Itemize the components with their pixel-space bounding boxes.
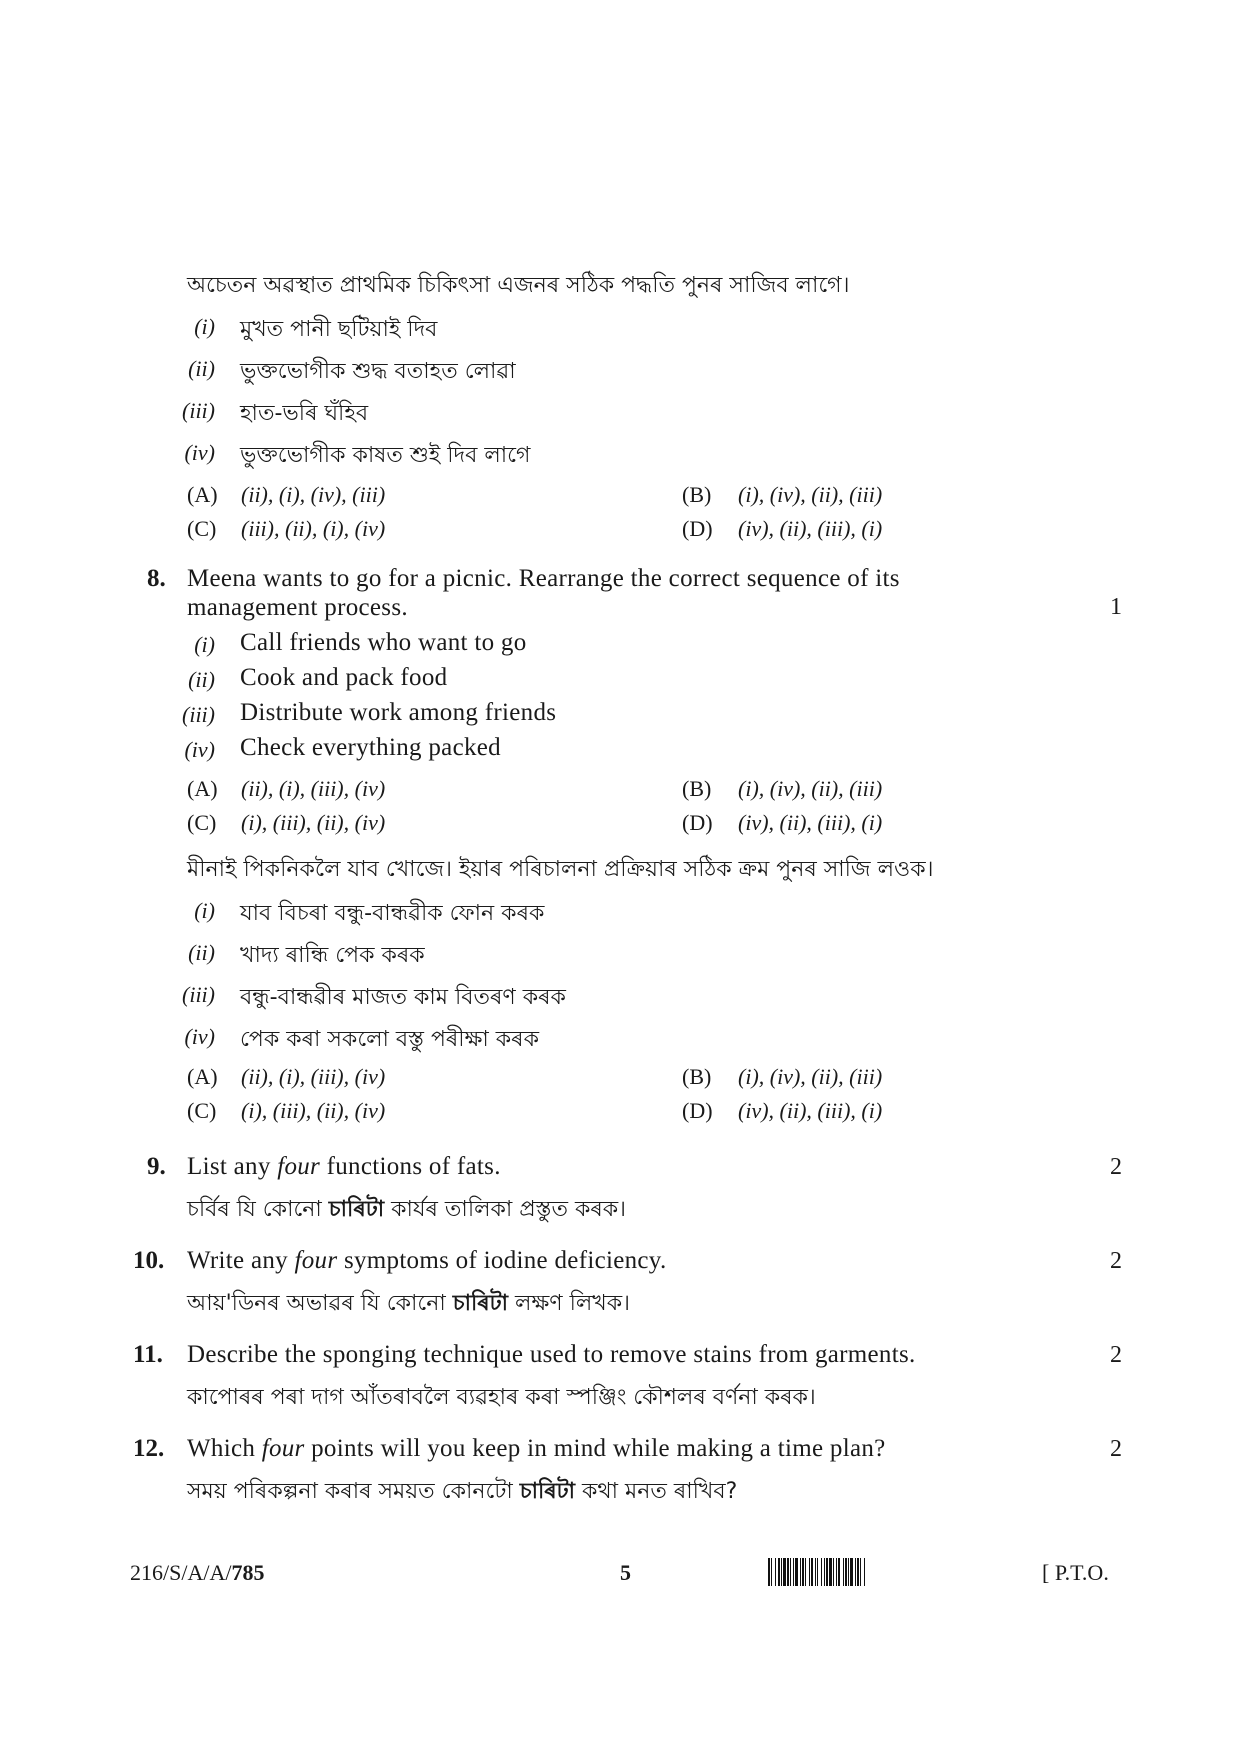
option-label-d: (D) [682, 1098, 713, 1123]
option-a-sequence: (ii), (i), (iv), (iii) [241, 482, 386, 507]
question-number-12: 12. [133, 1435, 165, 1462]
option-d-sequence: (iv), (ii), (iii), (i) [738, 1098, 883, 1123]
q9-marks: 2 [1110, 1154, 1122, 1180]
option-b-sequence: (i), (iv), (ii), (iii) [738, 776, 883, 801]
q11-marks: 2 [1110, 1342, 1122, 1368]
q8-assamese-item-text: যাব বিচৰা বন্ধু-বান্ধৱীক ফোন কৰক [240, 901, 545, 926]
option-label-a: (A) [187, 1064, 218, 1089]
q7-item-label: (i) [194, 314, 215, 339]
option-c-sequence: (iii), (ii), (i), (iv) [241, 516, 386, 541]
q7-item-text: হাত-ভৰি ঘঁহিব [240, 401, 369, 426]
q8-item-text: Cook and pack food [240, 664, 448, 691]
q8-assamese-item-label: (iv) [184, 1024, 215, 1049]
barcode [768, 1558, 867, 1586]
q7-item-label: (ii) [188, 356, 215, 381]
option-c-sequence: (i), (iii), (ii), (iv) [241, 1098, 386, 1123]
option-label-b: (B) [682, 776, 712, 801]
q8-assamese-item-label: (iii) [182, 982, 215, 1007]
q8-stem-line1: Meena wants to go for a picnic. Rearrange the correct sequence of its [187, 565, 900, 592]
q9-english-text: List any four functions of fats. [187, 1153, 501, 1180]
paper-code: 216/S/A/A/785 [130, 1560, 265, 1585]
q7-item-text: ভুক্তভোগীক শুদ্ধ বতাহত লোৱা [240, 359, 516, 384]
q8-item-label: (iii) [182, 702, 215, 727]
q7-item-text: ভুক্তভোগীক কাষত শুই দিব লাগে [240, 443, 531, 468]
q12-assamese-emphasis: চাৰিটা [519, 1479, 576, 1504]
q8-assamese-item-label: (ii) [188, 940, 215, 965]
q7-item-label: (iv) [184, 440, 215, 465]
q8-assamese-item-text: বন্ধু-বান্ধৱীৰ মাজত কাম বিতৰণ কৰক [240, 985, 566, 1010]
option-label-a: (A) [187, 776, 218, 801]
q7-assamese-stem: অচেতন অৱস্থাত প্ৰাথমিক চিকিৎসা এজনৰ সঠিক পদ্ধতি পুনৰ সাজিব লাগে। [187, 273, 850, 298]
option-label-c: (C) [187, 810, 217, 835]
option-label-d: (D) [682, 516, 713, 541]
pto-label: [ P.T.O. [1042, 1560, 1109, 1585]
q10-assamese-emphasis: চাৰিটা [452, 1291, 509, 1316]
q10-emphasis: four [294, 1247, 338, 1274]
option-label-c: (C) [187, 1098, 217, 1123]
option-d-sequence: (iv), (ii), (iii), (i) [738, 810, 883, 835]
q7-item-label: (iii) [182, 398, 215, 423]
q9-assamese-emphasis: চাৰিটা [328, 1197, 385, 1222]
option-b-sequence: (i), (iv), (ii), (iii) [738, 1064, 883, 1089]
q8-assamese-stem: মীনাই পিকনিকলৈ যাব খোজে। ইয়াৰ পৰিচালনা প্ৰক্ৰিয়াৰ সঠিক ক্ৰম পুনৰ সাজি লওক। [187, 857, 934, 882]
q9-assamese-text: চৰ্বিৰ যি কোনো চাৰিটা কাৰ্যৰ তালিকা প্ৰস্তুত কৰক। [187, 1197, 627, 1222]
question-number-8: 8. [147, 565, 166, 592]
q9-emphasis: four [277, 1153, 321, 1180]
q8-assamese-item-text: পেক কৰা সকলো বস্তু পৰীক্ষা কৰক [240, 1027, 539, 1052]
q12-marks: 2 [1110, 1436, 1122, 1462]
question-number-10: 10. [133, 1247, 165, 1274]
q8-assamese-item-label: (i) [194, 898, 215, 923]
option-c-sequence: (i), (iii), (ii), (iv) [241, 810, 386, 835]
q8-item-label: (ii) [188, 667, 215, 692]
q11-assamese-text: কাপোৰৰ পৰা দাগ আঁতৰাবলৈ ব্যৱহাৰ কৰা স্পঞ্জিং কৌশলৰ বৰ্ণনা কৰক। [187, 1385, 816, 1410]
option-d-sequence: (iv), (ii), (iii), (i) [738, 516, 883, 541]
q8-item-text: Call friends who want to go [240, 629, 527, 656]
q8-item-text: Check everything packed [240, 734, 501, 761]
option-label-a: (A) [187, 482, 218, 507]
question-number-9: 9. [147, 1153, 166, 1180]
q8-marks: 1 [1110, 594, 1122, 620]
q8-item-label: (iv) [184, 737, 215, 762]
paper-code-bold: 785 [231, 1560, 265, 1585]
option-label-b: (B) [682, 482, 712, 507]
option-b-sequence: (i), (iv), (ii), (iii) [738, 482, 883, 507]
option-a-sequence: (ii), (i), (iii), (iv) [241, 1064, 386, 1089]
q10-marks: 2 [1110, 1248, 1122, 1274]
q8-item-text: Distribute work among friends [240, 699, 557, 726]
page-number: 5 [620, 1560, 631, 1585]
option-label-b: (B) [682, 1064, 712, 1089]
q8-stem-line2: management process. [187, 594, 408, 621]
q12-emphasis: four [261, 1435, 305, 1462]
q8-item-label: (i) [194, 632, 215, 657]
q12-english-text: Which four points will you keep in mind while making a time plan? [187, 1435, 886, 1462]
option-label-c: (C) [187, 516, 217, 541]
question-number-11: 11. [133, 1341, 163, 1368]
q8-assamese-item-text: খাদ্য ৰান্ধি পেক কৰক [240, 943, 425, 968]
q10-assamese-text: আয়'ডিনৰ অভাৱৰ যি কোনো চাৰিটা লক্ষণ লিখক। [187, 1291, 630, 1316]
q7-item-text: মুখত পানী ছটিয়াই দিব [240, 317, 438, 342]
option-label-d: (D) [682, 810, 713, 835]
q12-assamese-text: সময় পৰিকল্পনা কৰাৰ সময়ত কোনটো চাৰিটা কথা মনত ৰাখিব? [187, 1479, 738, 1504]
option-a-sequence: (ii), (i), (iii), (iv) [241, 776, 386, 801]
q11-english-text: Describe the sponging technique used to remove stains from garments. [187, 1341, 916, 1368]
q10-english-text: Write any four symptoms of iodine deficiency. [187, 1247, 667, 1274]
